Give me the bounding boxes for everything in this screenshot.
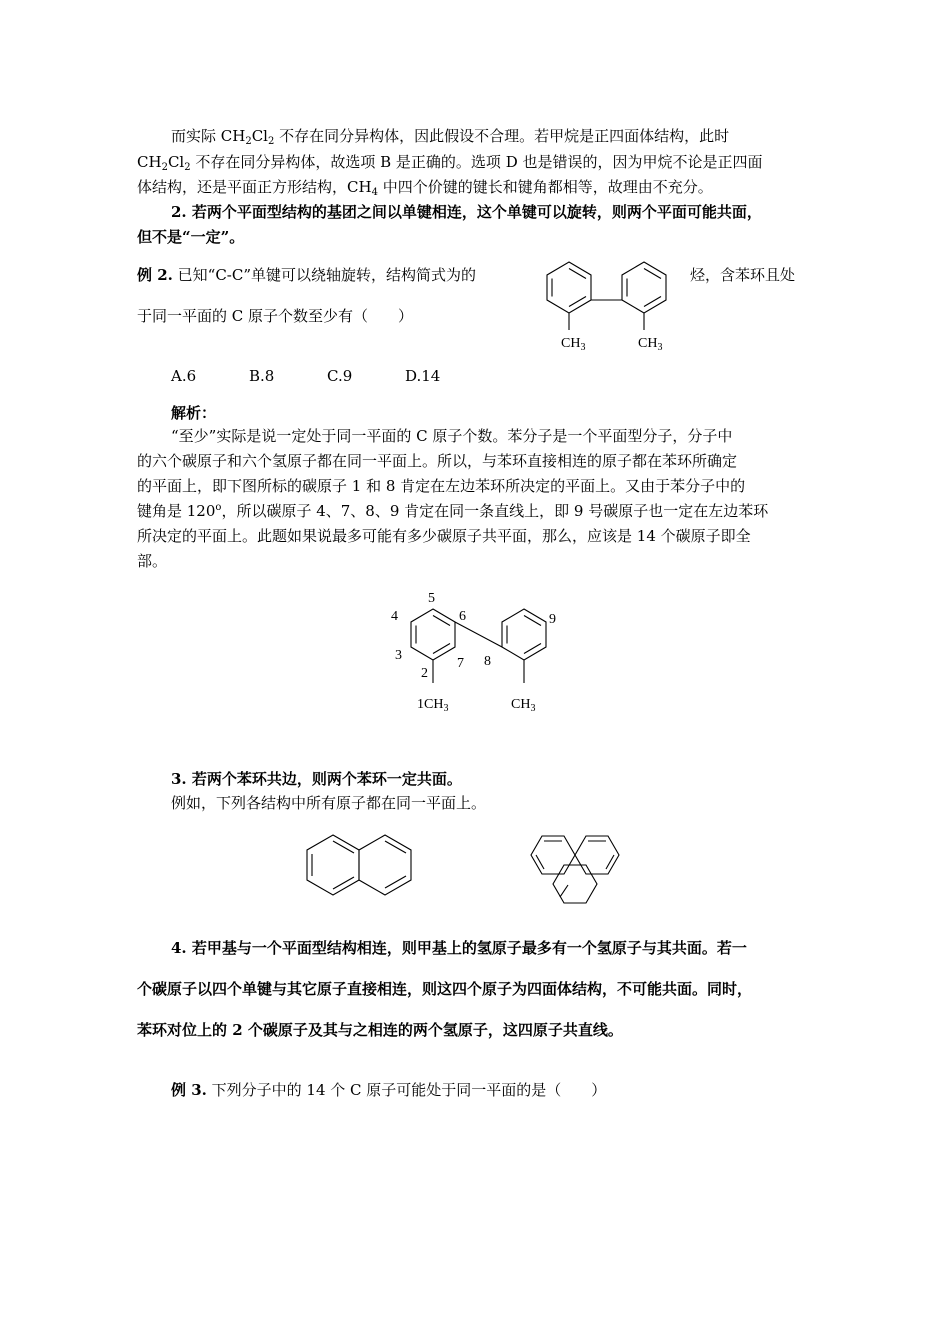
para1-line2: $CH_2Cl_2$ 不存在同分异构体，故选项 B 是正确的。选项 D 也是错误的，因为甲烷不论是正四面 bbox=[137, 153, 763, 173]
example3-line: 例 3. 下列分子中的 14 个 C 原子可能处于同一平面的是（ ） bbox=[171, 1081, 607, 1099]
analysis-line4: 键角是 120$^o$，所以碳原子 4、7、8、9 肯定在同一条直线上，即 9 号碳原子也一定在左边苯环 bbox=[137, 502, 769, 520]
atom-label-5: 5 bbox=[428, 591, 435, 606]
dimethylbiphenyl-structure bbox=[535, 252, 685, 352]
rule2-line2: 但不是“一定”。 bbox=[137, 228, 245, 246]
analysis-line3: 的平面上，即下图所标的碳原子 1 和 8 肯定在左边苯环所决定的平面上。又由于苯分子中的 bbox=[137, 477, 746, 495]
para1-line1: 而实际 $CH_2Cl_2$ 不存在同分异构体，因此假设不合理。若甲烷是正四面体结构，此时 bbox=[171, 127, 730, 147]
ch3-label: $CH_3$ bbox=[511, 697, 536, 714]
analysis-line1: “至少”实际是说一定处于同一平面的 C 原子个数。苯分子是一个平面型分子，分子中 bbox=[171, 427, 733, 445]
example2-line1-end: 烃，含苯环且处 bbox=[690, 266, 796, 284]
analysis-line2: 的六个碳原子和六个氢原子都在同一平面上。所以，与苯环直接相连的原子都在苯环所确定 bbox=[137, 452, 738, 470]
rule2-line1: 2. 若两个平面型结构的基团之间以单键相连，这个单键可以旋转，则两个平面可能共面， bbox=[171, 203, 762, 221]
ch3-label-left: $CH_3$ bbox=[561, 336, 586, 353]
rule4-line1: 4. 若甲基与一个平面型结构相连，则甲基上的氢原子最多有一个氢原子与其共面。若一 bbox=[171, 939, 747, 957]
example2-line2: 于同一平面的 C 原子个数至少有（ ） bbox=[137, 307, 414, 325]
rule4-line3: 苯环对位上的 2 个碳原子及其与之相连的两个氢原子，这四原子共直线。 bbox=[137, 1021, 623, 1039]
option-d: D.14 bbox=[405, 367, 441, 385]
numbered-biphenyl-structure bbox=[385, 585, 565, 715]
atom-label-3: 3 bbox=[395, 648, 402, 663]
analysis-line6: 部。 bbox=[137, 552, 168, 570]
analysis-title: 解析： bbox=[171, 404, 217, 422]
atom-label-1-ch3: $1CH_3$ bbox=[417, 697, 449, 714]
analysis-line5: 所决定的平面上。此题如果说最多可能有多少碳原子共平面，那么，应该是 14 个碳原子即全 bbox=[137, 527, 751, 545]
rule3-title: 3. 若两个苯环共边，则两个苯环一定共面。 bbox=[171, 770, 462, 788]
atom-label-7: 7 bbox=[457, 656, 464, 671]
atom-label-4: 4 bbox=[391, 609, 398, 624]
atom-label-6: 6 bbox=[459, 609, 466, 624]
atom-label-2: 2 bbox=[421, 666, 428, 681]
rule3-text: 例如，下列各结构中所有原子都在同一平面上。 bbox=[171, 794, 487, 812]
ch3-label-right: $CH_3$ bbox=[638, 336, 663, 353]
atom-label-8: 8 bbox=[484, 654, 491, 669]
rule4-line2: 个碳原子以四个单键与其它原子直接相连，则这四个原子为四面体结构，不可能共面。同时， bbox=[137, 980, 753, 998]
example2-line1: 例 2. 已知“C-C”单键可以绕轴旋转，结构简式为的 bbox=[137, 266, 477, 284]
naphthalene-structure bbox=[302, 830, 422, 900]
option-c: C.9 bbox=[327, 367, 353, 385]
atom-label-9: 9 bbox=[549, 612, 556, 627]
para1-line3: 体结构，还是平面正方形结构，$CH_4$ 中四个价键的键长和键角都相等，故理由不充分。 bbox=[137, 178, 713, 198]
phenanthrene-structure bbox=[520, 830, 655, 910]
option-a: A.6 bbox=[171, 367, 197, 385]
option-b: B.8 bbox=[249, 367, 275, 385]
